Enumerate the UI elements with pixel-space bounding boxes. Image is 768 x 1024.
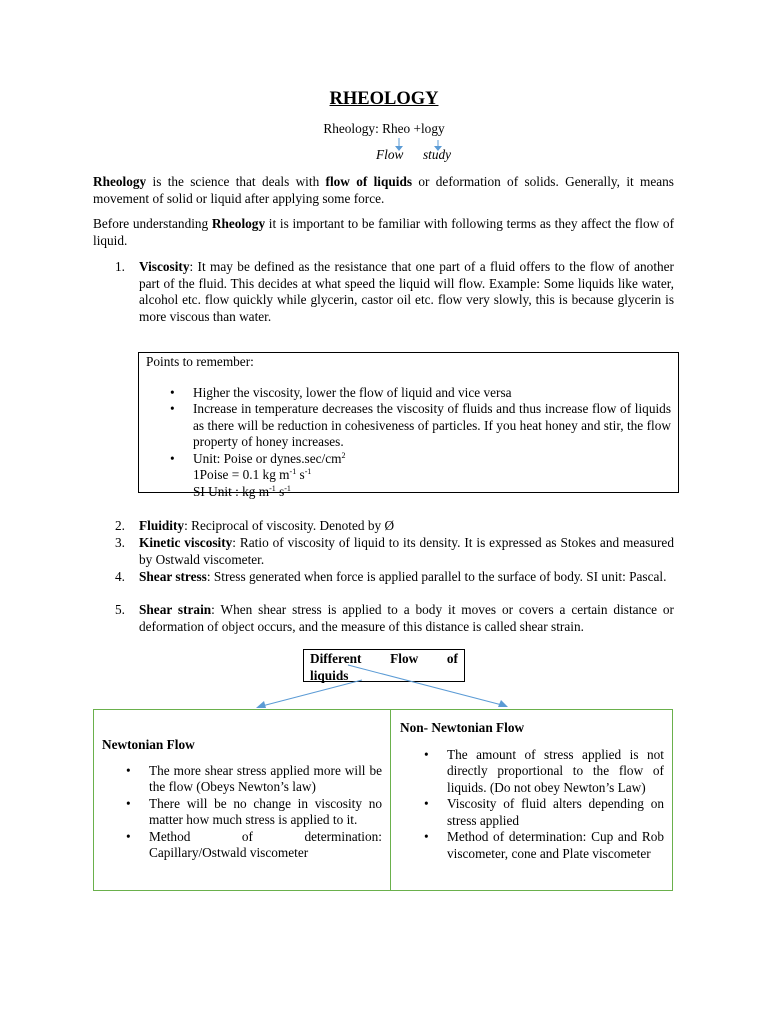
heading-line-2: liquids	[310, 667, 349, 683]
list-text	[139, 535, 674, 568]
list-number: 3.	[115, 535, 125, 550]
intro-text: is the science that deals with	[146, 174, 326, 189]
list-text	[139, 569, 674, 586]
arrowhead-left	[256, 701, 266, 708]
heading-word: of	[446, 651, 458, 666]
flow-comparison-table	[93, 709, 673, 891]
flow-arrows	[250, 660, 520, 712]
bullet-item: • There will be no change in viscosity no matter how much stress is applied to it.	[124, 796, 382, 829]
term-definition: : It may be defined as the resistance that one part of a fluid offers to the flow of another part of the fluid. This decides at what speed the liquid will flow. Example: Some liquids like water, alcohol etc. flow quickly while glycerin, castor oil etc. flow very slowly, this is because glycerin is more viscous than water.	[139, 259, 674, 324]
bullet-item: • Higher the viscosity, lower the flow of liquid and vice versa	[168, 385, 671, 402]
bullet-item: • The amount of stress applied is not directly proportional to the flow of liquids. (Do not obey Newton’s Law)	[422, 747, 664, 797]
arrow-right	[348, 665, 502, 705]
unit-sup: -1	[269, 483, 276, 493]
table-divider	[390, 710, 391, 890]
bullet-item: • Viscosity of fluid alters depending on stress applied	[422, 796, 664, 829]
points-to-remember-box	[138, 352, 679, 499]
intro-paragraph-1	[93, 174, 674, 207]
term-name: Shear strain	[139, 602, 212, 617]
intro-text: it is important to be familiar with following terms as they affect the flow of liquid.	[93, 216, 674, 248]
newtonian-list	[102, 763, 382, 862]
list-number: 2.	[115, 518, 125, 533]
arrow-left	[262, 680, 362, 706]
term-definition: : Reciprocal of viscosity. Denoted by Ø	[184, 518, 395, 533]
unit-line	[193, 451, 671, 468]
term-rheology: Rheology	[93, 174, 147, 189]
list-number: 1.	[115, 259, 125, 274]
list-text	[139, 518, 674, 535]
etymology-study: study	[423, 147, 452, 162]
newtonian-title: Newtonian Flow	[102, 737, 195, 752]
method-word: of	[241, 828, 253, 844]
unit-sup: -1	[289, 467, 297, 476]
method-word: • Method	[149, 828, 191, 844]
unit-text: 1Poise = 0.1 kg m	[193, 467, 290, 482]
page-title: RHEOLOGY	[329, 89, 439, 109]
term-name: Viscosity	[139, 259, 190, 274]
term-list	[93, 518, 674, 638]
heading-word: Different	[310, 651, 362, 666]
term-definition: : When shear stress is applied to a body it moves or covers a certain distance or deformation of object occurs, and the measure of this distance is called shear strain.	[139, 602, 674, 634]
etymology-line: Rheology: Rheo +logy	[323, 121, 445, 136]
bullet-item-units	[168, 451, 671, 501]
non-newtonian-title: Non- Newtonian Flow	[400, 720, 525, 735]
term-name: Kinetic viscosity	[139, 535, 233, 550]
box-heading: Points to remember:	[146, 354, 254, 369]
list-number: 4.	[115, 569, 125, 584]
bullet-item: • Method of determination: Cup and Rob viscometer, cone and Plate viscometer	[422, 829, 664, 862]
box-bullets	[146, 385, 671, 501]
bullet-item: • The more shear stress applied more will be the flow (Obeys Newton’s law)	[124, 763, 382, 796]
method-line: Capillary/Ostwald viscometer	[149, 845, 309, 860]
method-line	[149, 829, 382, 846]
unit-text: SI Unit : kg m	[193, 483, 270, 499]
term-definition: : Ratio of viscosity of liquid to its density. It is expressed as Stokes and measured by Ostwald viscometer.	[139, 535, 674, 567]
term-flow-of-liquids: flow of liquids	[325, 174, 413, 189]
bullet-item: • Increase in temperature decreases the viscosity of fluids and thus increase flow of liquids as there will be reduction in cohesiveness of particles. If you heat honey and stir, the flow property of honey increases.	[168, 401, 671, 451]
unit-text: s	[275, 483, 285, 499]
intro-paragraph-2	[93, 216, 674, 249]
unit-line	[193, 467, 671, 484]
term-name: Shear stress	[139, 569, 207, 584]
term-name: Fluidity	[139, 518, 185, 533]
unit-sup: -1	[284, 483, 291, 493]
unit-line	[193, 484, 671, 501]
newtonian-column	[102, 737, 382, 862]
bullet-item-method	[124, 829, 382, 862]
non-newtonian-list	[400, 747, 664, 863]
heading-word: Flow	[390, 651, 419, 666]
unit-sup: -1	[304, 467, 312, 476]
unit-sup: 2	[341, 450, 346, 460]
unit-text: s	[296, 467, 305, 482]
unit-text: Unit: Poise or dynes.sec/cm	[193, 450, 342, 466]
list-text	[139, 259, 674, 325]
term-definition: : Stress generated when force is applied parallel to the surface of body. SI unit: Pascal.	[206, 569, 667, 584]
intro-text: Before understanding	[93, 216, 212, 231]
method-word: determination:	[304, 828, 382, 844]
term-rheology: Rheology	[211, 216, 266, 231]
etymology-flow: Flow	[376, 147, 404, 162]
non-newtonian-column	[400, 720, 664, 862]
list-number: 5.	[115, 602, 125, 617]
intro-text: or deformation of solids. Generally, it means movement of solid or liquid after applying some force.	[93, 174, 674, 206]
list-text	[139, 602, 674, 635]
arrowhead-right	[498, 700, 508, 707]
